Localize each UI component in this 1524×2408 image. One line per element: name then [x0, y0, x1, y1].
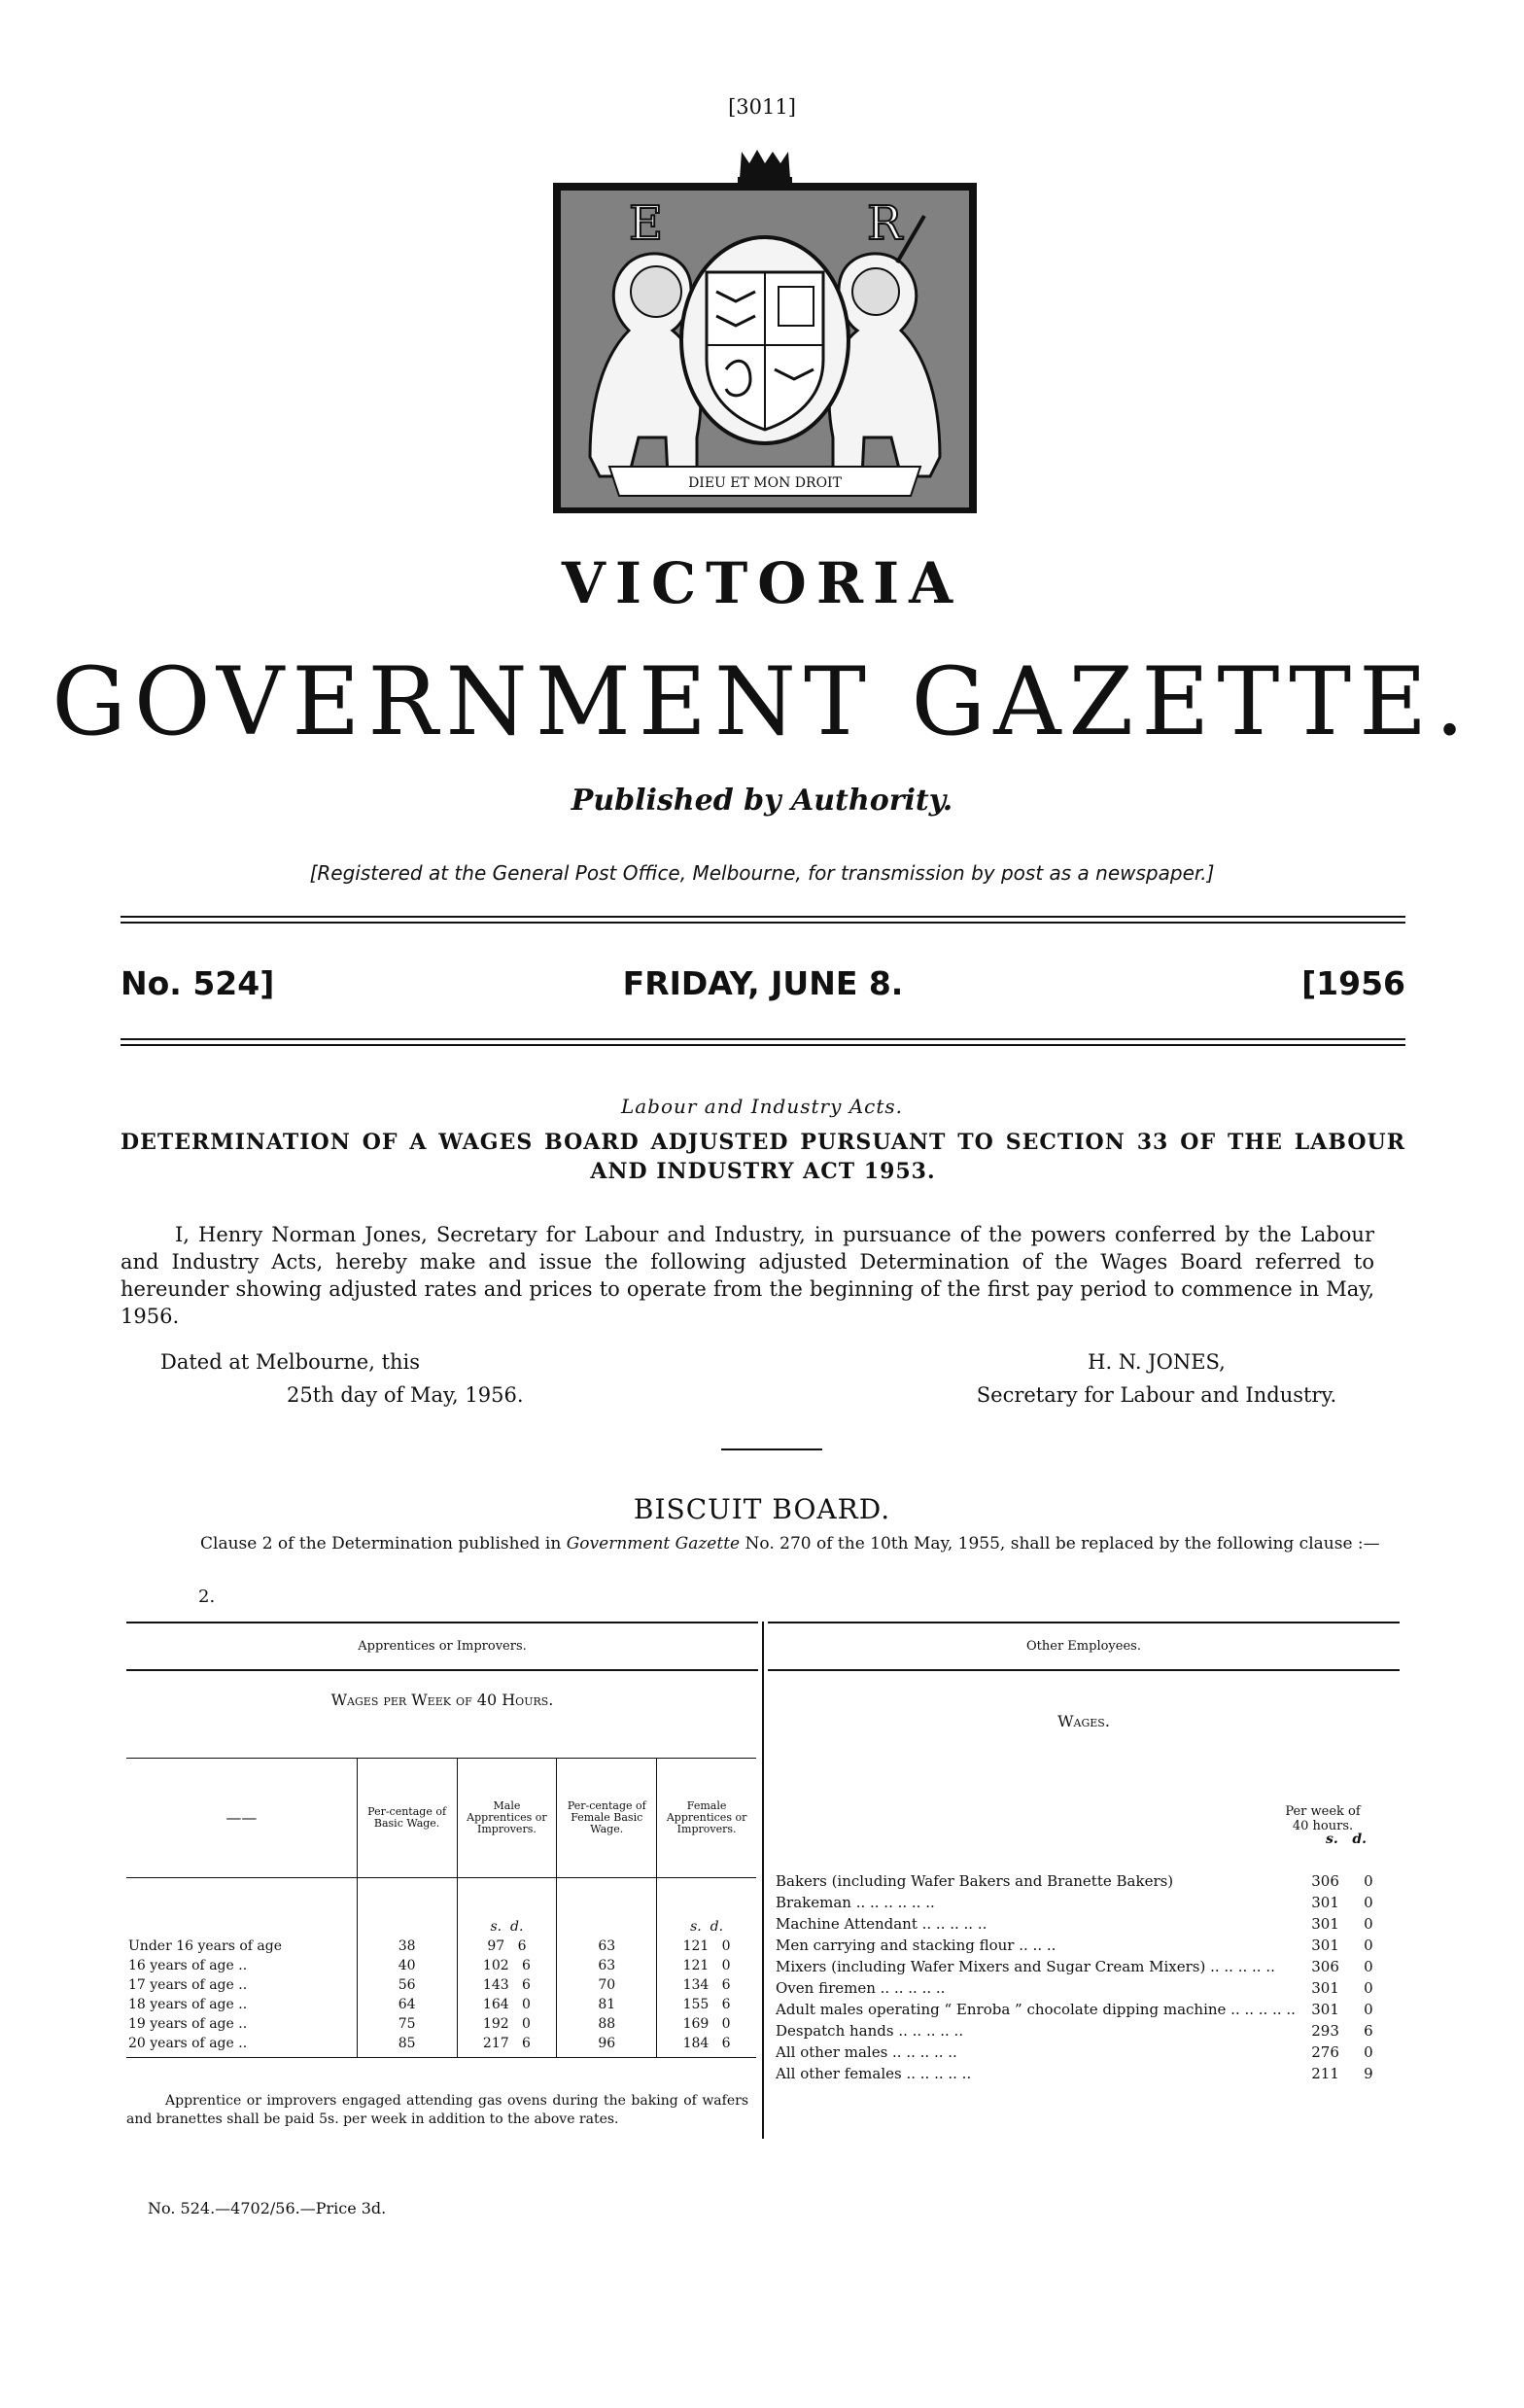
table-row: Despatch hands .. .. .. .. .. 293 6	[776, 2022, 1373, 2040]
notice-intro: I, Henry Norman Jones, Secretary for Labour and Industry, in pursuance of the powers conferred by the Labour and Industry Acts, hereby make and issue the following adjusted Determination of the Wages Board referred to hereunder showing adjusted rates and prices to operate from the beginning of the first pay period to commence in May, 1956.	[121, 1223, 1374, 1328]
shield-icon	[681, 237, 849, 443]
col-pct-female: Per-centage of Female Basic Wage.	[557, 1759, 657, 1878]
motto-scroll-icon	[609, 467, 920, 496]
published-by-authority: Published by Authority.	[571, 784, 953, 818]
dated-block	[160, 1345, 524, 1412]
signature-block	[933, 1345, 1380, 1412]
apprentices-top-rule	[126, 1622, 758, 1623]
monogram-r: R	[867, 196, 903, 251]
section-divider	[721, 1448, 822, 1450]
table-row: 16 years of age .. 40 102 6 63 121 0	[126, 1956, 756, 1975]
masthead-rule-top-2	[121, 922, 1405, 924]
apprentices-subcaption: Wages per Week of 40 Hours.	[330, 1691, 554, 1709]
clause-number: 2.	[198, 1587, 216, 1607]
issue-date: FRIDAY, JUNE 8.	[622, 964, 904, 1002]
dated-line-1: Dated at Melbourne, this	[160, 1350, 421, 1374]
royal-coat-of-arms-icon	[551, 146, 979, 515]
page-number: [3011]	[728, 95, 796, 119]
signatory-title: Secretary for Labour and Industry.	[976, 1383, 1337, 1407]
col-female: Female Apprentices or Improvers.	[657, 1759, 756, 1878]
table-row: All other females .. .. .. .. .. 211 9	[776, 2065, 1373, 2082]
table-row: 17 years of age .. 56 143 6 70 134 6	[126, 1975, 756, 1995]
table-row: Bakers (including Wafer Bakers and Branette Bakers) 306 0	[776, 1872, 1373, 1890]
male-units: s. d.	[457, 1878, 557, 1937]
masthead-rule-top	[121, 916, 1405, 918]
dated-line-2: 25th day of May, 1956.	[287, 1383, 524, 1407]
apprentices-caption-rule	[126, 1669, 758, 1671]
issue-rule-bottom-2	[121, 1044, 1405, 1046]
clause-text: Clause 2 of the Determination published in Government Gazette No. 270 of the 10th May, 1955, shall be replaced by the following clause :—	[200, 1534, 1380, 1553]
female-units: s. d.	[657, 1878, 756, 1937]
notice-heading: DETERMINATION OF A WAGES BOARD ADJUSTED PURSUANT TO SECTION 33 OF THE LABOUR AND INDUSTRY ACT 1953.	[121, 1130, 1405, 1184]
issue-year: [1956	[1301, 964, 1405, 1002]
apprentices-caption: Apprentices or Improvers.	[358, 1639, 527, 1654]
units-row	[126, 1878, 756, 1937]
apprentices-note: Apprentice or improvers engaged attending gas ovens during the baking of wafers and branettes shall be paid 5s. per week in addition to the above rates.	[126, 2093, 748, 2127]
apprentices-wages-table	[126, 1758, 756, 2058]
other-subcaption: Wages.	[1057, 1712, 1110, 1730]
other-top-rule	[768, 1622, 1400, 1623]
col-blank: ——	[126, 1759, 357, 1878]
table-row: Adult males operating “ Enroba ” chocolate dipping machine .. .. .. .. .. 301 0	[776, 2001, 1373, 2018]
per-week-units: s. d.	[1325, 1832, 1367, 1847]
table-row: Oven firemen .. .. .. .. .. 301 0	[776, 1979, 1373, 1997]
col-pct-basic: Per-centage of Basic Wage.	[357, 1759, 457, 1878]
table-row: All other males .. .. .. .. .. 276 0	[776, 2043, 1373, 2061]
other-employees-table	[776, 1870, 1390, 2084]
crown-icon	[738, 150, 792, 187]
board-title: BISCUIT BOARD.	[633, 1493, 891, 1525]
gazette-reference: Government Gazette	[566, 1534, 741, 1553]
other-caption-rule	[768, 1669, 1400, 1671]
other-employees-section	[768, 1622, 1400, 2082]
table-header-row	[126, 1759, 756, 1878]
table-row: 20 years of age .. 85 217 6 96 184 6	[126, 2034, 756, 2058]
table-row: 18 years of age .. 64 164 0 81 155 6	[126, 1995, 756, 2014]
footer-price: No. 524.—4702/56.—Price 3d.	[148, 2199, 387, 2217]
table-row: Under 16 years of age 38 97 6 63 121 0	[126, 1937, 756, 1956]
per-week-header: Per week of 40 hours.	[1285, 1804, 1361, 1833]
masthead-state: VICTORIA	[561, 550, 963, 616]
registration-note: [Registered at the General Post Office, Melbourne, for transmission by post as a newspaper.]	[309, 861, 1215, 885]
table-row: 19 years of age .. 75 192 0 88 169 0	[126, 2014, 756, 2034]
table-row: Machine Attendant .. .. .. .. .. 301 0	[776, 1915, 1373, 1933]
apprentices-section	[126, 1622, 758, 2127]
table-row: Mixers (including Wafer Mixers and Sugar Cream Mixers) .. .. .. .. .. 306 0	[776, 1958, 1373, 1975]
issue-rule-bottom	[121, 1038, 1405, 1040]
issue-number: No. 524]	[121, 964, 275, 1002]
issue-line	[121, 964, 1405, 1013]
col-male: Male Apprentices or Improvers.	[457, 1759, 557, 1878]
masthead-title: GOVERNMENT GAZETTE.	[52, 647, 1472, 756]
acts-title: Labour and Industry Acts.	[620, 1095, 904, 1118]
table-divider	[762, 1622, 764, 2139]
table-row: Men carrying and stacking flour .. .. .. 301 0	[776, 1937, 1373, 1954]
other-caption: Other Employees.	[1026, 1639, 1141, 1654]
svg-text:DIEU ET MON DROIT: DIEU ET MON DROIT	[688, 475, 842, 491]
signatory-name: H. N. JONES,	[1088, 1350, 1226, 1374]
monogram-e: E	[629, 196, 664, 251]
table-row: Brakeman .. .. .. .. .. .. 301 0	[776, 1894, 1373, 1911]
